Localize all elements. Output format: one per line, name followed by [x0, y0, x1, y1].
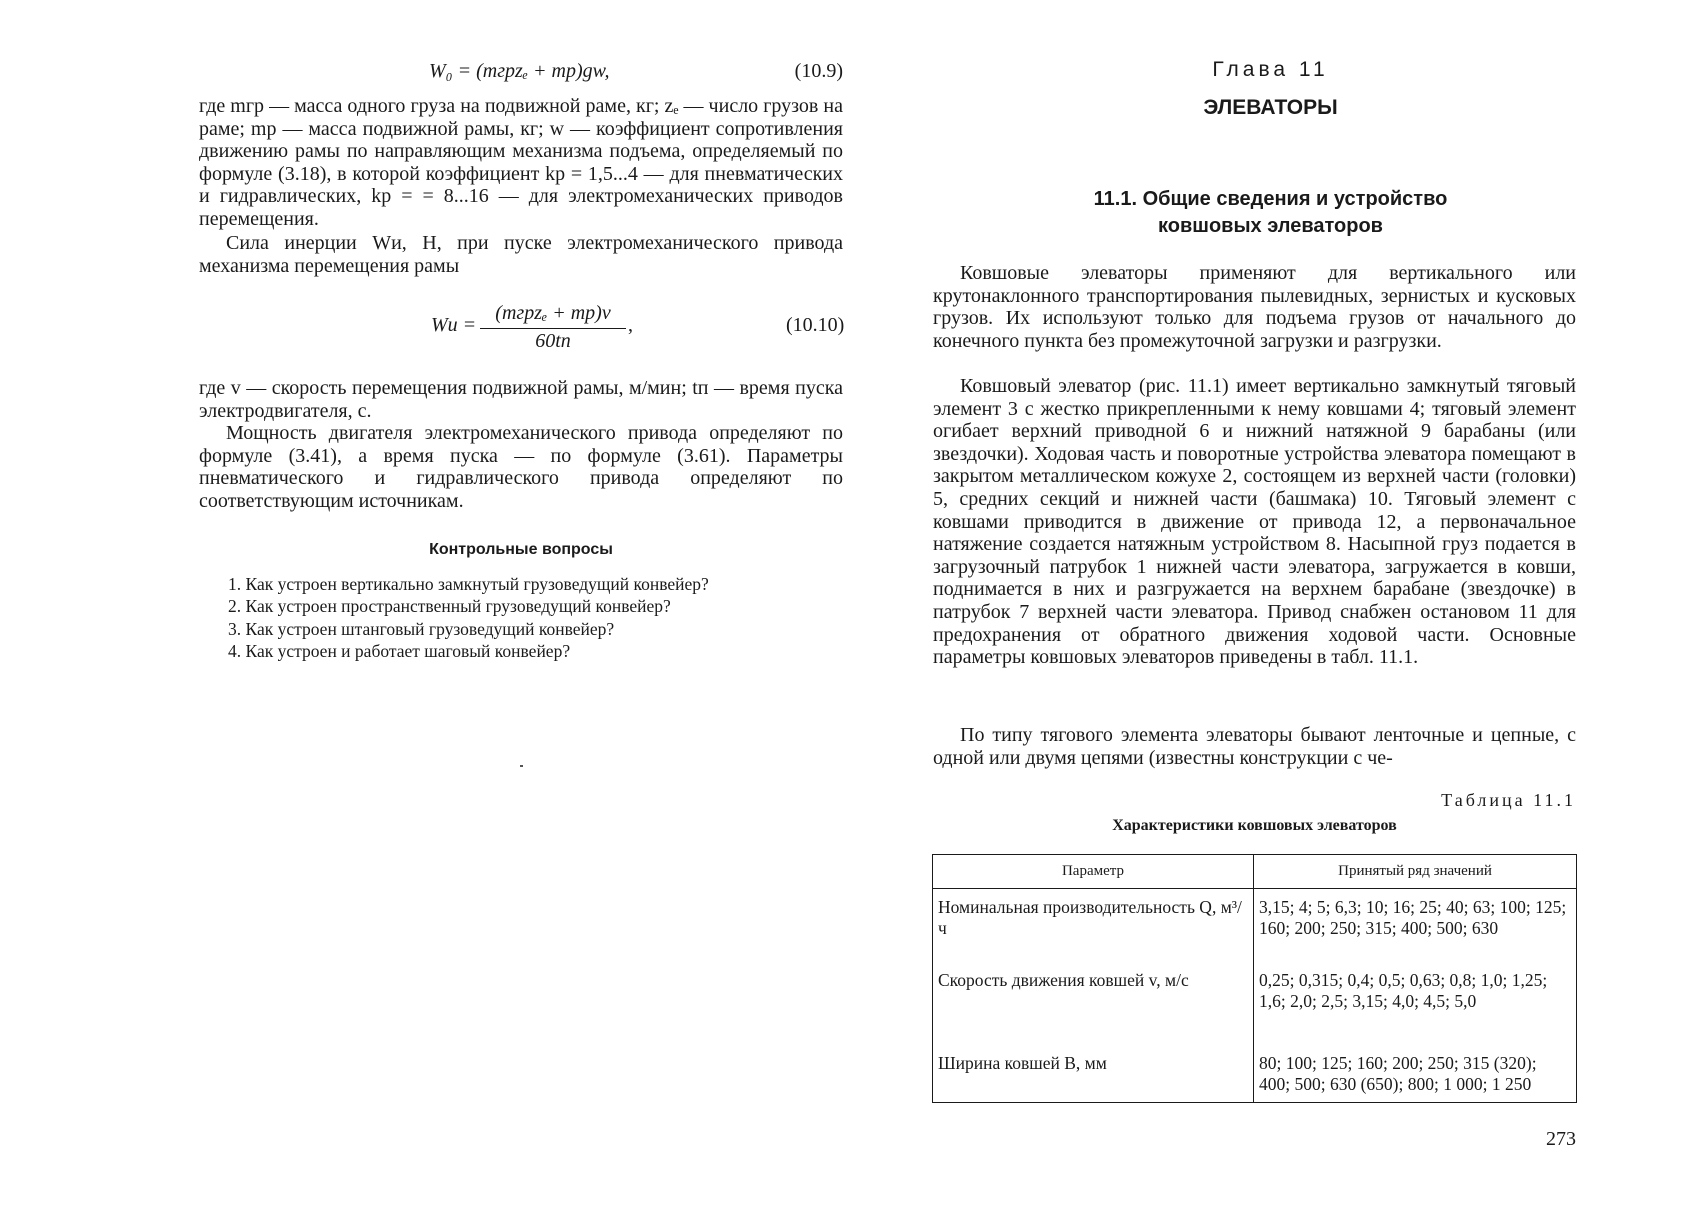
table-row: [933, 968, 1577, 1051]
paragraph-elevators-intro: Ковшовые элеваторы применяют для вертикального или крутонаклонного транспортирования пылевидных, зернистых и кусковых грузов. Их используют только для подъема грузов от начального до конечного пункта без промежуточной загрузки и разгрузки.: [933, 262, 1576, 352]
fraction-bar: [480, 328, 626, 329]
paragraph-power: Мощность двигателя электромеханического привода определяют по формуле (3.41), а время пуска — по формуле (3.61). Параметры пневматического и гидравлического привода определяют по соответствующим источникам.: [199, 422, 843, 512]
question-item: 4. Как устроен и работает шаговый конвейер?: [228, 641, 571, 662]
table-cell-param: Ширина ковшей B, мм: [933, 1051, 1254, 1103]
section-title-line: ковшовых элеваторов: [1158, 215, 1383, 237]
parameters-table: [932, 854, 1577, 1103]
fraction-numerator: (mгрzₑ + mр)v: [495, 302, 611, 324]
equation-tail: ,: [628, 314, 633, 336]
equation-number: (10.9): [794, 60, 843, 82]
table-cell-values: 0,25; 0,315; 0,4; 0,5; 0,63; 0,8; 1,0; 1,25; 1,6; 2,0; 2,5; 3,15; 4,0; 4,5; 5,0: [1254, 968, 1577, 1051]
table-header-cell: Параметр: [933, 855, 1254, 889]
question-item: 3. Как устроен штанговый грузоведущий конвейер?: [228, 618, 615, 639]
table-row: [933, 888, 1577, 968]
section-title: [847, 186, 1694, 240]
table-cell-values: 80; 100; 125; 160; 200; 250; 315 (320); 400; 500; 630 (650); 800; 1 000; 1 250: [1254, 1051, 1577, 1103]
table-label: Таблица 11.1: [1441, 790, 1576, 810]
chapter-title: ЭЛЕВАТОРЫ: [1203, 96, 1338, 119]
table-cell-values: 3,15; 4; 5; 6,3; 10; 16; 25; 40; 63; 100; 125; 160; 200; 250; 315; 400; 500; 630: [1254, 888, 1577, 968]
equation-number: (10.10): [786, 314, 845, 336]
equation-formula: W₀ = (mгрzₑ + mр)gw,: [429, 60, 610, 82]
paragraph-masses: где mгр — масса одного груза на подвижной раме, кг; zₑ — число грузов на раме; mр — масса подвижной рамы, кг; w — коэффициент сопротивления движению рамы по направляющим механизма подъема, определяемый по формуле (3.18), в которой коэффициент kр = 1,5...4 — для пневматических и гидравлических, kр = = 8...16 — для электромеханических приводов перемещения.: [199, 95, 843, 230]
table-cell-param: Номинальная производительность Q, м³/ч: [933, 888, 1254, 968]
section-title-line: 11.1. Общие сведения и устройство: [1093, 188, 1448, 210]
paragraph-speed: где v — скорость перемещения подвижной рамы, м/мин; tп — время пуска электродвигателя, с.: [199, 377, 843, 422]
equation-10-9: [199, 60, 843, 94]
equation-lhs: Wи =: [431, 314, 477, 336]
paragraph-elevator-design: Ковшовый элеватор (рис. 11.1) имеет вертикально замкнутый тяговый элемент 3 с жестко прикрепленными к нему ковшами 4; тяговый элемент огибает верхний приводной 6 и нижний натяжной 9 барабаны (или звездочки). Ходовая часть и поворотные устройства элеватора помещают в закрытом металлическом кожухе 2, состоящем из верхней части (головки) 5, средних секций и нижней части (башмака) 10. Тяговый элемент с ковшами приводится в движение от привода 12, а первоначальное натяжение создается натяжным устройством 8. Насыпной груз подается в загрузочный патрубок 1 нижней части элеватора, загружается в ковши, поднимается в них и разгружается на верхнем барабане (звездочке) в патрубок 7 верхней части элеватора. Привод снабжен остановом 11 для предохранения от обратного движения ходовой части. Основные параметры ковшовых элеваторов приведены в табл. 11.1.: [933, 375, 1576, 669]
paragraph-traction-types: По типу тягового элемента элеваторы бывают ленточные и цепные, с одной или двумя цепями (известны конструкции с че-: [933, 724, 1576, 769]
fraction-denominator: 60tп: [535, 330, 571, 352]
table-header-cell: Принятый ряд значений: [1254, 855, 1577, 889]
table-cell-param: Скорость движения ковшей v, м/с: [933, 968, 1254, 1051]
question-item: 1. Как устроен вертикально замкнутый грузоведущий конвейер?: [228, 574, 709, 594]
questions-list: [228, 573, 828, 663]
question-item: 2. Как устроен пространственный грузоведущий конвейер?: [228, 596, 671, 617]
chapter-label: Глава 11: [1212, 58, 1329, 81]
paragraph-inertia-force: Сила инерции Wи, Н, при пуске электромеханического привода механизма перемещения рамы: [199, 232, 843, 277]
scan-speck: [520, 765, 523, 767]
table-caption: Характеристики ковшовых элеваторов: [1112, 817, 1397, 834]
questions-title: Контрольные вопросы: [429, 541, 613, 558]
page-number: 273: [1546, 1128, 1576, 1150]
table-row: [933, 1051, 1577, 1103]
table-header-row: [933, 855, 1577, 889]
